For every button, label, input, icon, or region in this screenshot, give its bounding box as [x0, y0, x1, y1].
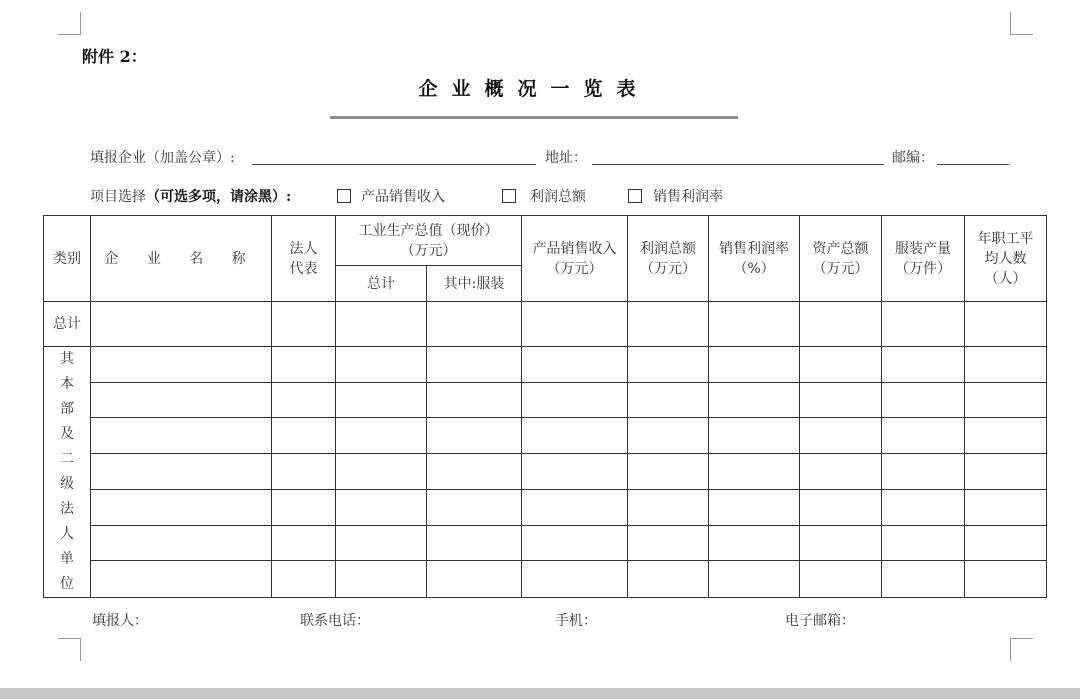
options-heading: 项目选择（可选多项，请涂黑）: [90, 189, 292, 205]
header-apparel-output: 服装产量（万件） [895, 240, 951, 277]
address-field-label: 地址： [545, 150, 587, 166]
row-label-group: 其本部及二级法人单位 [60, 351, 74, 592]
postcode-field-label: 邮编： [892, 150, 934, 166]
footer-email: 电子邮箱： [785, 613, 855, 629]
table-cell[interactable] [882, 454, 965, 490]
table-cell[interactable] [336, 302, 427, 347]
table-cell[interactable] [272, 489, 336, 525]
table-row [44, 525, 1047, 561]
crop-mark-top-right [1010, 12, 1033, 35]
table-cell[interactable] [800, 454, 882, 490]
table-cell[interactable] [427, 454, 522, 490]
table-cell[interactable] [272, 561, 336, 598]
page-bottom-edge [0, 688, 1080, 699]
table-cell[interactable] [522, 561, 628, 598]
table-cell[interactable] [709, 454, 800, 490]
table-cell[interactable] [336, 454, 427, 490]
table-cell[interactable] [882, 418, 965, 454]
option-label-sales-revenue: 产品销售收入 [361, 189, 445, 205]
row-label-total: 总计 [44, 302, 91, 347]
table-cell[interactable] [628, 561, 709, 598]
table-cell[interactable] [800, 382, 882, 418]
table-cell[interactable] [882, 489, 965, 525]
table-cell[interactable] [628, 418, 709, 454]
table-cell[interactable] [965, 302, 1047, 347]
table-cell[interactable] [427, 418, 522, 454]
table-cell[interactable] [522, 489, 628, 525]
table-cell[interactable] [427, 382, 522, 418]
table-row [44, 418, 1047, 454]
table-cell[interactable] [628, 382, 709, 418]
table-cell[interactable] [91, 382, 272, 418]
table-cell[interactable] [965, 382, 1047, 418]
table-cell[interactable] [272, 525, 336, 561]
company-field-line[interactable] [252, 164, 536, 165]
table-cell[interactable] [336, 525, 427, 561]
document-title: 企业概况一览表 [418, 78, 650, 100]
header-total-assets: 资产总额（万元） [812, 240, 869, 277]
table-cell[interactable] [91, 418, 272, 454]
table-cell[interactable] [336, 489, 427, 525]
table-cell[interactable] [800, 525, 882, 561]
table-cell[interactable] [965, 489, 1047, 525]
table-row [44, 347, 1047, 383]
address-field-line[interactable] [592, 164, 884, 165]
table-cell[interactable] [882, 302, 965, 347]
table-cell[interactable] [272, 302, 336, 347]
table-cell[interactable] [272, 347, 336, 383]
table-cell[interactable] [965, 561, 1047, 598]
title-underline [330, 116, 738, 119]
table-cell[interactable] [965, 418, 1047, 454]
table-row [44, 382, 1047, 418]
table-cell[interactable] [427, 347, 522, 383]
company-field-label: 填报企业（加盖公章）: [90, 150, 235, 166]
table-cell[interactable] [709, 302, 800, 347]
table-cell[interactable] [522, 418, 628, 454]
table-cell[interactable] [91, 454, 272, 490]
header-sales-revenue: 产品销售收入（万元） [532, 240, 617, 277]
table-cell[interactable] [427, 561, 522, 598]
table-cell[interactable] [272, 454, 336, 490]
table-cell[interactable] [628, 347, 709, 383]
table-cell[interactable] [965, 454, 1047, 490]
table-cell[interactable] [628, 302, 709, 347]
attachment-label: 附件 2： [82, 47, 147, 66]
crop-mark-bottom-right [1010, 638, 1033, 661]
table-cell[interactable] [272, 382, 336, 418]
table-cell[interactable] [965, 347, 1047, 383]
crop-mark-top-left [58, 12, 81, 35]
table-cell[interactable] [709, 525, 800, 561]
table-cell[interactable] [800, 302, 882, 347]
table-cell[interactable] [628, 489, 709, 525]
table-row [44, 454, 1047, 490]
table-cell[interactable] [522, 525, 628, 561]
table-cell[interactable] [800, 347, 882, 383]
header-company-name: 企 业 名 称 [91, 216, 272, 302]
table-row-total [44, 302, 1047, 347]
table-cell[interactable] [336, 382, 427, 418]
option-label-profit-margin: 销售利润率 [653, 189, 723, 205]
table-cell[interactable] [91, 561, 272, 598]
table-cell[interactable] [522, 382, 628, 418]
table-cell[interactable] [882, 561, 965, 598]
table-cell[interactable] [882, 382, 965, 418]
header-category: 类别 [44, 216, 91, 302]
header-profit-margin: 销售利润率（%） [719, 240, 789, 277]
header-output-total: 总计 [336, 266, 427, 302]
table-row [44, 489, 1047, 525]
header-industrial-output: 工业生产总值（现价）（万元） [358, 222, 499, 259]
table-cell[interactable] [91, 302, 272, 347]
table-cell[interactable] [336, 561, 427, 598]
table-cell[interactable] [427, 302, 522, 347]
table-cell[interactable] [272, 418, 336, 454]
header-output-apparel: 其中:服装 [427, 266, 522, 302]
footer-mobile: 手机： [555, 613, 597, 629]
table-cell[interactable] [709, 382, 800, 418]
table-cell[interactable] [91, 347, 272, 383]
checkbox-total-profit[interactable] [502, 189, 516, 203]
table-cell[interactable] [800, 561, 882, 598]
checkbox-profit-margin[interactable] [628, 189, 642, 203]
table-cell[interactable] [800, 418, 882, 454]
table-cell[interactable] [628, 525, 709, 561]
table-cell[interactable] [628, 454, 709, 490]
table-cell[interactable] [91, 525, 272, 561]
table-cell[interactable] [709, 347, 800, 383]
option-label-total-profit: 利润总额 [530, 189, 586, 205]
postcode-field-line[interactable] [937, 164, 1009, 165]
footer-phone: 联系电话： [300, 613, 370, 629]
footer-reporter: 填报人： [92, 613, 148, 629]
crop-mark-bottom-left [58, 638, 81, 661]
table-cell[interactable] [522, 454, 628, 490]
table-row [44, 561, 1047, 598]
table-cell[interactable] [709, 489, 800, 525]
table-cell[interactable] [522, 347, 628, 383]
table-cell[interactable] [522, 302, 628, 347]
header-legal-rep: 法人代表 [289, 240, 318, 277]
header-total-profit: 利润总额（万元） [640, 240, 696, 277]
table-cell[interactable] [709, 418, 800, 454]
table-cell[interactable] [427, 525, 522, 561]
header-avg-employees: 年职工平均人数（人） [977, 230, 1034, 287]
table-cell[interactable] [882, 525, 965, 561]
table-cell[interactable] [336, 347, 427, 383]
table-cell[interactable] [91, 489, 272, 525]
checkbox-sales-revenue[interactable] [337, 189, 351, 203]
table-cell[interactable] [336, 418, 427, 454]
company-overview-table [43, 215, 1047, 598]
table-cell[interactable] [427, 489, 522, 525]
table-cell[interactable] [965, 525, 1047, 561]
table-cell[interactable] [882, 347, 965, 383]
table-cell[interactable] [800, 489, 882, 525]
table-cell[interactable] [709, 561, 800, 598]
